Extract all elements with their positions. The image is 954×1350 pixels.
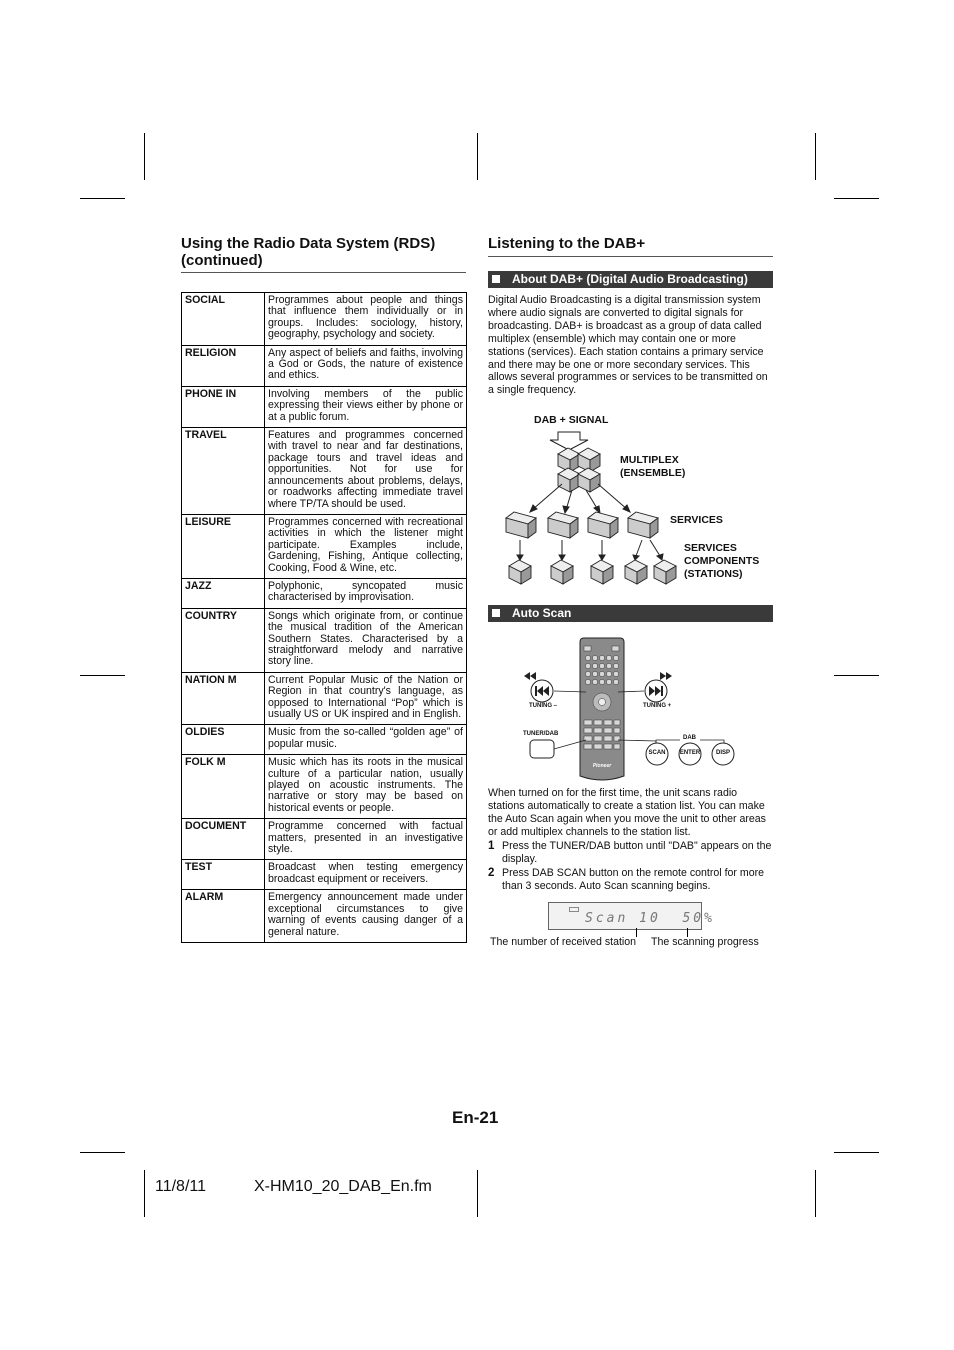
square-bullet-icon [492,275,500,283]
tuning-minus-label: TUNING – [529,703,558,709]
programme-type-description: Polyphonic, syncopated music characterised by improvisation. [265,578,467,608]
crop-mark [477,1170,478,1217]
table-row [182,672,467,725]
programme-type-code: TEST [182,860,265,890]
programme-type-code: NATION M [182,672,265,725]
programme-type-description: Songs which originate from, or continue the musical tradition of the American Southern States. Characterised by a straightforward melody and narrative story line. [265,608,467,672]
rds-section-title [181,235,471,269]
crop-mark [834,1152,879,1153]
multiplex-label-line1: MULTIPLEX [620,454,679,466]
programme-type-description: Music which has its roots in the musical culture of a particular nation, usually played on acoustic instruments. The narrative or story may be based on historical events or people. [265,755,467,819]
programme-type-description: Music from the so-called “golden age” of popular music. [265,725,467,755]
service-box-icon [506,512,536,538]
scan-label: SCAN [648,750,666,756]
caption-received-stations: The number of received station [490,936,637,948]
step-number: 2 [488,867,495,879]
enter-label: ENTER [679,750,701,756]
crop-mark [80,1152,125,1153]
dab-section-title: Listening to the DAB+ [488,235,646,252]
rewind-icon [524,672,536,680]
step-text: Press the TUNER/DAB button until "DAB" appears on the display. [502,840,772,865]
rds-programme-type-table [181,292,467,943]
table-row [182,386,467,427]
component-cube-icon [654,560,676,584]
crop-mark [477,133,478,180]
programme-type-code: COUNTRY [182,608,265,672]
component-cube-icon [625,560,647,584]
crop-mark [80,675,125,676]
scan-display-text: Scan 10 50% [585,911,715,926]
components-line3: (STATIONS) [684,568,743,580]
table-row [182,725,467,755]
rds-title-line1: Using the Radio Data System (RDS) [181,235,436,252]
caption-scan-progress: The scanning progress [651,936,759,948]
step-text: Press DAB SCAN button on the remote control for more than 3 seconds. Auto Scan scanning begins. [502,867,765,892]
programme-type-code: SOCIAL [182,293,265,346]
component-cube-icon [551,560,573,584]
section-rule [488,256,773,257]
table-row [182,890,467,943]
fast-forward-icon [660,672,672,680]
dab-group-label: DAB [683,735,696,741]
multiplex-to-services-arrows [530,484,630,513]
service-box-icon [588,512,618,538]
programme-type-description: Programmes concerned with recreational activities in which the listener might participate. Examples include, Gardening, Fishing, Antique collecting, Cooking, Food & Wine, etc. [265,514,467,578]
service-components-label [684,542,759,581]
programme-type-code: FOLK M [182,755,265,819]
programme-type-code: ALARM [182,890,265,943]
disp-label: DISP [715,750,730,756]
services-to-components-arrows [517,540,663,560]
table-row [182,293,467,346]
square-bullet-icon [492,609,500,617]
programme-type-description: Programmes about people and things that influence them individually or in groups. Includes: sociology, history, geography, psychology and society. [265,293,467,346]
crop-mark [815,1170,816,1217]
rds-title-line2: (continued) [181,252,263,269]
dab-indicator-icon [569,907,579,912]
crop-mark [834,198,879,199]
tuning-plus-button[interactable] [645,680,667,702]
about-dab-text: Digital Audio Broadcasting is a digital transmission system where audio signals are converted to digital signals for broadcasting. DAB+ is broadcast as a group of data called multiplex (ensemble) which may contain one or more stations (services). Each station contains a primary service and there may be one or more secondary services. This allows several programmes or services to be transmitted on a single frequency. [488,294,768,397]
component-cube-icon [591,560,613,584]
programme-type-description: Any aspect of beliefs and faiths, involving a God or Gods, the nature of existence and ethics. [265,345,467,386]
service-box-icon [548,512,578,538]
remote-control-illustration [520,636,750,786]
programme-type-description: Current Popular Music of the Nation or Region in that country's language, as opposed to International “Pop” which is usually US or UK inspired and in English. [265,672,467,725]
programme-type-description: Emergency announcement made under exceptional circumstances to give warning of events causing danger of a general nature. [265,890,467,943]
auto-scan-heading-text: Auto Scan [512,606,572,620]
table-row [182,514,467,578]
step-1 [488,840,774,865]
crop-mark [815,133,816,180]
tuner-dab-label: TUNER/DAB [523,731,559,737]
table-row [182,608,467,672]
table-row [182,819,467,860]
programme-type-code: JAZZ [182,578,265,608]
step-number: 1 [488,840,495,852]
programme-type-description: Features and programmes concerned with travel to near and far destinations, package tours and travel ideas and opportunities. Not for use for announcements about problems, delays, or roadworks affecting immediate travel where TP/TA should be used. [265,428,467,515]
crop-mark [144,1170,145,1217]
table-row [182,578,467,608]
components-line2: COMPONENTS [684,555,760,567]
services-label: SERVICES [670,514,723,526]
auto-scan-heading [488,605,773,622]
tuning-plus-label: TUNING + [643,703,672,709]
programme-type-description: Broadcast when testing emergency broadcast equipment or receivers. [265,860,467,890]
multiplex-label-line2: (ENSEMBLE) [620,467,686,479]
footer-filename: X-HM10_20_DAB_En.fm [254,1178,432,1195]
remote-body [580,638,624,780]
programme-type-code: OLDIES [182,725,265,755]
component-cube-icon [509,560,531,584]
auto-scan-text: When turned on for the first time, the unit scans radio stations automatically to create a station list. You can make the Auto Scan again when you move the unit to other areas or add multiplex channels to the station list. [488,787,766,838]
service-box-icon [628,512,658,538]
programme-type-code: DOCUMENT [182,819,265,860]
tuning-minus-button[interactable] [531,680,553,702]
about-dab-heading [488,271,773,288]
programme-type-code: LEISURE [182,514,265,578]
table-row [182,428,467,515]
page-number: En-21 [452,1108,499,1127]
crop-mark [144,133,145,180]
table-row [182,755,467,819]
footer-date: 11/8/11 [155,1178,207,1195]
crop-mark [834,675,879,676]
programme-type-code: PHONE IN [182,386,265,427]
tuner-dab-button[interactable] [530,740,554,758]
programme-type-description: Involving members of the public expressing their views either by phone or at a public forum. [265,386,467,427]
table-row [182,345,467,386]
signal-arrow-icon [550,432,588,450]
step-2 [488,867,774,892]
about-dab-heading-text: About DAB+ (Digital Audio Broadcasting) [512,272,748,286]
dab-structure-diagram [500,428,690,588]
scan-display [548,902,715,930]
table-row [182,860,467,890]
caption-pointer [636,928,637,937]
components-line1: SERVICES [684,542,737,554]
programme-type-description: Programme concerned with factual matters, presented in an investigative style. [265,819,467,860]
dab-signal-label: DAB + SIGNAL [534,414,609,426]
section-rule [181,272,466,273]
multiplex-cube-icon [558,448,600,492]
programme-type-code: TRAVEL [182,428,265,515]
programme-type-code: RELIGION [182,345,265,386]
crop-mark [80,198,125,199]
remote-brand-logo: Pioneer [592,763,612,769]
